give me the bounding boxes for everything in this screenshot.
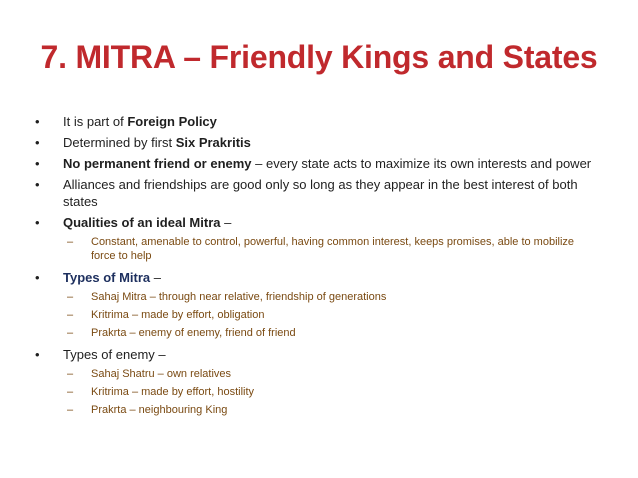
sub-bullet-prakrta-mitra xyxy=(35,326,595,340)
bullet-marker: • xyxy=(35,215,40,230)
bullet-marker: • xyxy=(35,156,40,171)
slide-title: 7. MITRA – Friendly Kings and States xyxy=(40,39,598,75)
bullet-marker: • xyxy=(35,114,40,129)
sub-bullet-sahaj-mitra xyxy=(35,290,595,304)
sub-bullet-prakrta-enemy xyxy=(35,403,595,417)
bullet-text: Determined by first xyxy=(63,135,176,150)
sub-bullet-text: Sahaj Shatru – own relatives xyxy=(91,368,232,380)
bullet-types-of-enemy xyxy=(35,346,595,363)
bullet-marker: • xyxy=(35,270,40,285)
bullet-bold-text: Foreign Policy xyxy=(127,114,217,129)
bullet-text: – every state acts to maximize its own interests and power xyxy=(251,156,592,171)
bullet-text: It is part of xyxy=(63,114,128,129)
bullet-types-of-mitra xyxy=(35,269,595,286)
bullet-no-permanent-friend xyxy=(35,155,595,172)
sub-bullet-qualities xyxy=(35,235,595,263)
sub-bullet-text: Prakrta – neighbouring King xyxy=(91,404,228,416)
bullet-alliances xyxy=(35,176,595,210)
dash-marker: – xyxy=(67,327,74,339)
sub-bullet-text: Kritrima – made by effort, obligation xyxy=(91,309,265,321)
dash-marker: – xyxy=(67,386,74,398)
bullet-bold-text: No permanent friend or enemy xyxy=(63,156,252,171)
dash-marker: – xyxy=(67,291,74,303)
bullet-text: Alliances and friendships are good only so long as they appear in the best interest of both states xyxy=(63,177,578,209)
bullet-bold-text: Types of Mitra xyxy=(63,270,151,285)
slide-content xyxy=(35,113,595,421)
sub-bullet-kritrima-enemy xyxy=(35,385,595,399)
sub-bullet-sahaj-shatru xyxy=(35,367,595,381)
dash-marker: – xyxy=(67,309,74,321)
dash-marker: – xyxy=(67,236,74,248)
sub-bullet-text: Sahaj Mitra – through near relative, friendship of generations xyxy=(91,291,387,303)
bullet-marker: • xyxy=(35,177,40,192)
bullet-marker: • xyxy=(35,135,40,150)
dash-marker: – xyxy=(67,404,74,416)
bullet-text: Types of enemy – xyxy=(63,347,166,362)
bullet-foreign-policy xyxy=(35,113,595,130)
bullet-marker: • xyxy=(35,347,40,362)
sub-bullet-text: Prakrta – enemy of enemy, friend of friend xyxy=(91,327,296,339)
bullet-text: – xyxy=(220,215,232,230)
sub-bullet-text: Constant, amenable to control, powerful, having common interest, keeps promises, able to mobilize force to help xyxy=(91,236,575,262)
dash-marker: – xyxy=(67,368,74,380)
bullet-six-prakritis xyxy=(35,134,595,151)
sub-bullet-text: Kritrima – made by effort, hostility xyxy=(91,386,255,398)
bullet-qualities-ideal-mitra xyxy=(35,214,595,231)
bullet-bold-text: Qualities of an ideal Mitra xyxy=(63,215,221,230)
sub-bullet-kritrima-mitra xyxy=(35,308,595,322)
bullet-bold-text: Six Prakritis xyxy=(175,135,251,150)
bullet-text: – xyxy=(150,270,162,285)
